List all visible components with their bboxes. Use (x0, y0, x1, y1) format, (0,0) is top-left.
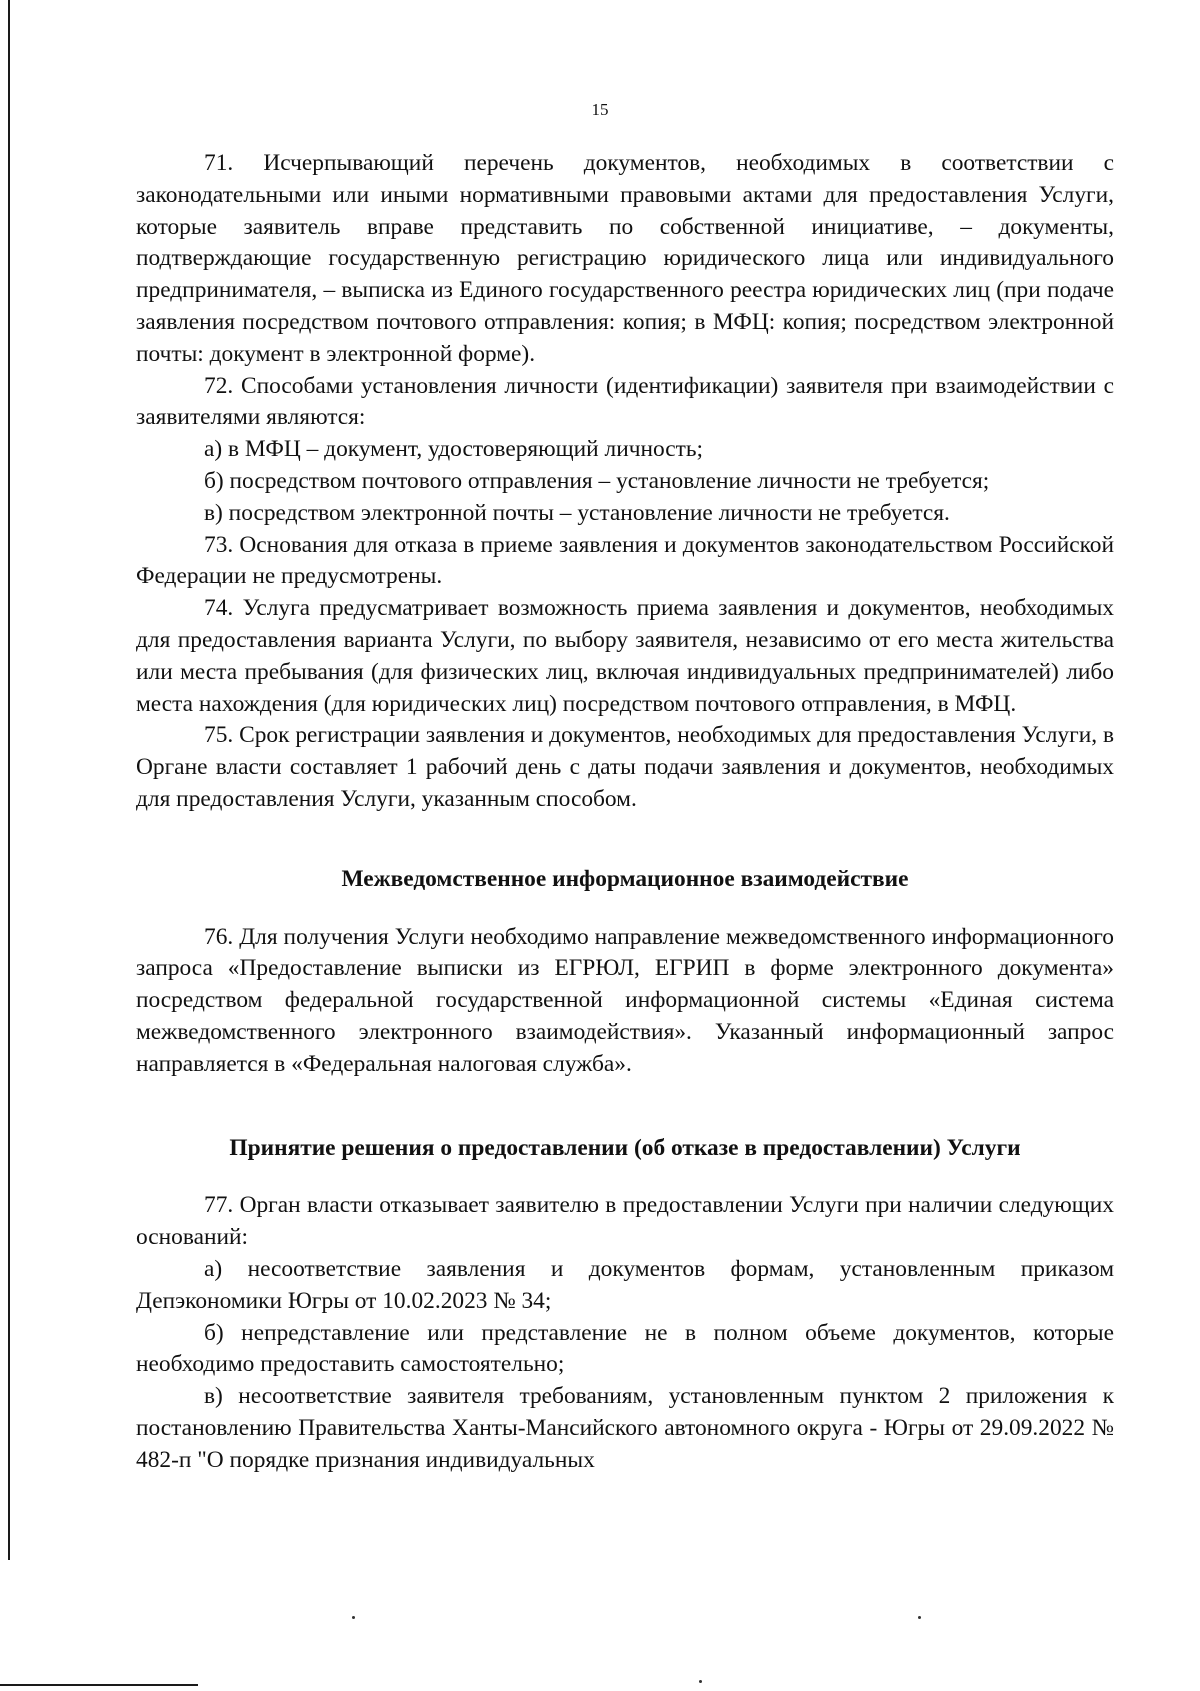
list-item-72a: а) в МФЦ – документ, удостоверяющий личность; (204, 436, 704, 463)
paragraph-75: 75. Срок регистрации заявления и документов, необходимых для предоставления Услуги, в Органе власти составляет 1 рабочий день с даты подачи заявления и документов, необходимых для предоставления Услуги, указанным способом. (136, 722, 1114, 812)
paragraph-76: 76. Для получения Услуги необходимо направление межведомственного информационного запроса «Предоставление выписки из ЕГРЮЛ, ЕГРИП в форме электронного документа» посредством федеральной государственной информационной системы «Единая система межведомственного электронного взаимодействия». Указанный информационный запрос направляется в «Федеральная налоговая служба». (136, 923, 1114, 1077)
list-item-77b: б) непредставление или представление не в полном объеме документов, которые необходимо предоставить самостоятельно; (136, 1319, 1114, 1378)
scan-speck (699, 1680, 702, 1683)
paragraph-74: 74. Услуга предусматривает возможность приема заявления и документов, необходимых для предоставления варианта Услуги, по выбору заявителя, независимо от его места жительства или места пребывания (для физических лиц, включая индивидуальных предпринимателей) либо места нахождения (для юридических лиц) посредством почтового отправления, в МФЦ. (136, 595, 1114, 717)
scan-left-edge (8, 0, 10, 1560)
paragraph-72: 72. Способами установления личности (идентификации) заявителя при взаимодействии с заявителями являются: (136, 372, 1114, 431)
scan-bottom-edge (0, 1684, 198, 1686)
paragraph-71: 71. Исчерпывающий перечень документов, необходимых в соответствии с законодательными или иными нормативными правовыми актами для предоставления Услуги, которые заявитель вправе представить по собственной инициативе, – документы, подтверждающие государственную регистрацию юридического лица или индивидуального предпринимателя, – выписка из Единого государственного реестра юридических лиц (при подаче заявления посредством почтового отправления: копия; в МФЦ: копия; посредством электронной почты: документ в электронной форме). (136, 150, 1114, 367)
document-body (136, 148, 1114, 1476)
list-item-72c: в) посредством электронной почты – установление личности не требуется. (204, 499, 950, 526)
section-heading-decision: Принятие решения о предоставлении (об отказе в предоставлении) Услуги (229, 1134, 1021, 1161)
list-item-72b: б) посредством почтового отправления – установление личности не требуется; (204, 467, 990, 494)
paragraph-77: 77. Орган власти отказывает заявителю в предоставлении Услуги при наличии следующих оснований: (136, 1192, 1114, 1251)
page-number: 15 (591, 100, 609, 119)
list-item-77a: а) несоответствие заявления и документов формам, установленным приказом Депэкономики Югры от 10.02.2023 № 34; (136, 1255, 1114, 1314)
scan-speck (352, 1616, 355, 1619)
scan-speck (918, 1616, 921, 1619)
list-item-77c: в) несоответствие заявителя требованиям, установленным пунктом 2 приложения к постановлению Правительства Ханты-Мансийского автономного округа - Югры от 29.09.2022 № 482-п "О порядке признания индивидуальных (136, 1383, 1114, 1473)
paragraph-73: 73. Основания для отказа в приеме заявления и документов законодательством Российской Федерации не предусмотрены. (136, 531, 1114, 590)
section-heading-interagency: Межведомственное информационное взаимодействие (341, 865, 909, 892)
